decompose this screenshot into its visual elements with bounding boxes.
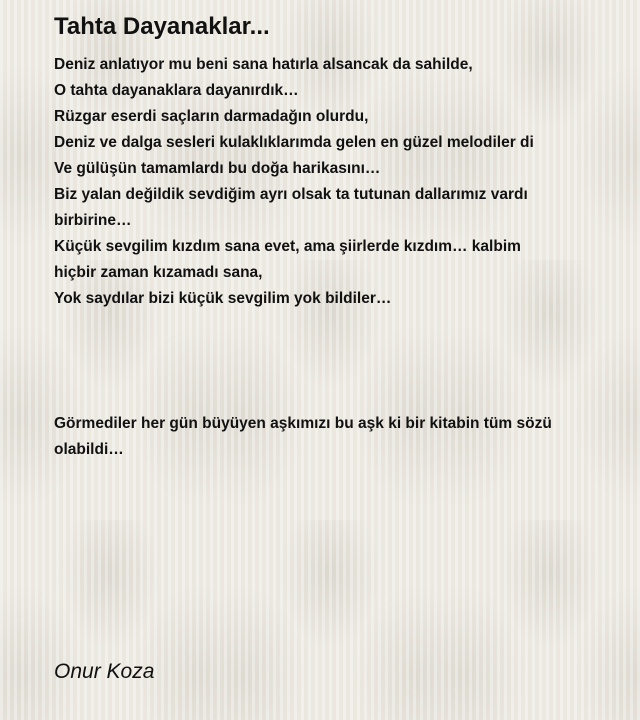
poem-line: Küçük sevgilim kızdım sana evet, ama şiirlerde kızdım… kalbim — [54, 238, 521, 255]
poem-line: Rüzgar eserdi saçların darmadağın olurdu, — [54, 108, 369, 125]
poem-line: birbirine… — [54, 212, 132, 229]
poem-line: Deniz anlatıyor mu beni sana hatırla alsancak da sahilde, — [54, 56, 473, 73]
poem-line: Ve gülüşün tamamlardı bu doğa harikasını… — [54, 160, 381, 177]
poem-line: Görmediler her gün büyüyen aşkımızı bu aşk ki bir kitabin tüm sözü — [54, 415, 552, 432]
poem-author: Onur Koza — [54, 660, 155, 683]
poem-stanza-2 — [54, 411, 614, 463]
poem-page — [54, 0, 614, 720]
poem-stanza-1 — [54, 52, 614, 312]
poem-line: O tahta dayanaklara dayanırdık… — [54, 82, 299, 99]
poem-title: Tahta Dayanaklar... — [54, 13, 270, 40]
poem-line: Biz yalan değildik sevdiğim ayrı olsak ta tutunan dallarımız vardı — [54, 186, 528, 203]
poem-line: olabildi… — [54, 441, 124, 458]
poem-line: hiçbir zaman kızamadı sana, — [54, 264, 263, 281]
poem-line: Yok saydılar bizi küçük sevgilim yok bildiler… — [54, 290, 392, 307]
poem-line: Deniz ve dalga sesleri kulaklıklarımda gelen en güzel melodiler di — [54, 134, 534, 151]
